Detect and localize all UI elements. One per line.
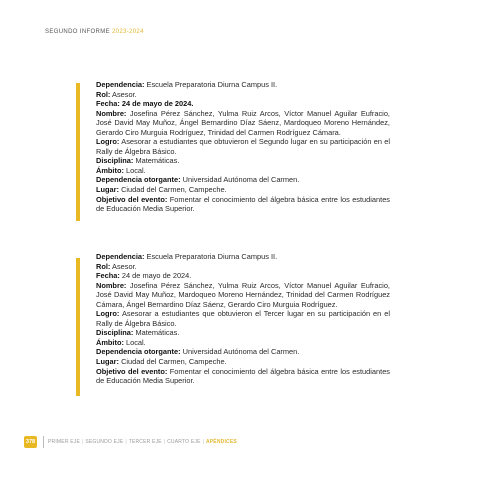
entry-nombre: Nombre: Josefina Pérez Sánchez, Yulma Ruiz Arcos, Víctor Manuel Aguilar Eufracio, José David May Muñoz, Ángel Bernardino Díaz Sáenz, Mardoqueo Moreno Hernández, Gerardo Ciro Murguia Rodríguez, Trinidad del Carmen Rodríguez Cámara. <box>96 108 390 137</box>
entry-rol: Rol: Asesor. <box>96 261 137 271</box>
entry-accent-bar <box>76 258 80 396</box>
entry-lugar: Lugar: Ciudad del Carmen, Campeche. <box>96 357 227 367</box>
footer-divider <box>43 436 44 448</box>
entry-objetivo: Objetivo del evento: Fomentar el conocimiento del álgebra básica entre los estudiantes de Educación Media Superior. <box>96 366 390 386</box>
running-header <box>45 29 144 35</box>
entry-fecha: Fecha: 24 de mayo de 2024. <box>96 271 192 281</box>
entry-objetivo: Objetivo del evento: Fomentar el conocimiento del álgebra básica entre los estudiantes de Educación Media Superior. <box>96 194 390 214</box>
entry-otorgante: Dependencia otorgante: Universidad Autónoma del Carmen. <box>96 175 300 185</box>
page-footer <box>24 436 237 448</box>
entry-dependencia: Dependencia: Escuela Preparatoria Diurna Campus II. <box>96 80 278 89</box>
entry-accent-bar <box>76 83 80 221</box>
nav-separator: | <box>82 439 84 445</box>
nav-primer-eje[interactable]: PRIMER EJE <box>48 439 81 445</box>
nav-separator: | <box>125 439 127 445</box>
entry-rol: Rol: Asesor. <box>96 89 137 99</box>
nav-segundo-eje[interactable]: SEGUNDO EJE <box>85 439 124 445</box>
nav-separator: | <box>163 439 166 445</box>
entry-otorgante: Dependencia otorgante: Universidad Autónoma del Carmen. <box>96 347 300 357</box>
nav-apendices[interactable]: APÉNDICES <box>205 439 237 445</box>
entry-disciplina: Disciplina: Matemáticas. <box>96 328 180 338</box>
entry-ambito: Ámbito: Local. <box>96 337 146 347</box>
entry-lugar: Lugar: Ciudad del Carmen, Campeche. <box>96 185 227 195</box>
award-entry <box>96 80 390 214</box>
section-nav <box>48 439 237 445</box>
entry-logro: Logro: Asesorar a estudiantes que obtuvieron el Tercer lugar en su participación en el Rally de Álgebra Básico. <box>96 309 390 328</box>
nav-tercer-eje[interactable]: TERCER EJE <box>128 439 162 445</box>
entry-nombre: Nombre: Josefina Pérez Sánchez, Yulma Ruiz Arcos, Víctor Manuel Aguilar Eufracio, José David May Muñoz, Mardoqueo Moreno Hernández, Trinidad del Carmen Rodríguez Cámara, Ángel Bernardino Díaz Sáenz, Gerardo Ciro Murguia Rodríguez. <box>96 280 390 309</box>
entry-ambito: Ámbito: Local. <box>96 165 146 175</box>
nav-separator: | <box>202 439 204 445</box>
entry-logro: Logro: Asesorar a estudiantes que obtuvieron el Segundo lugar en su participación en el Rally de Álgebra Básico. <box>96 137 390 156</box>
nav-cuarto-eje[interactable]: CUARTO EJE <box>167 439 201 445</box>
entry-fecha: Fecha: 24 de mayo de 2024. <box>96 99 194 109</box>
entry-dependencia: Dependencia: Escuela Preparatoria Diurna Campus II. <box>96 252 278 261</box>
page-number: 378 <box>24 436 37 448</box>
report-title: SEGUNDO INFORME <box>45 29 110 35</box>
entry-disciplina: Disciplina: Matemáticas. <box>96 156 180 166</box>
report-years: 2023-2024 <box>111 29 144 35</box>
award-entry <box>96 252 390 386</box>
